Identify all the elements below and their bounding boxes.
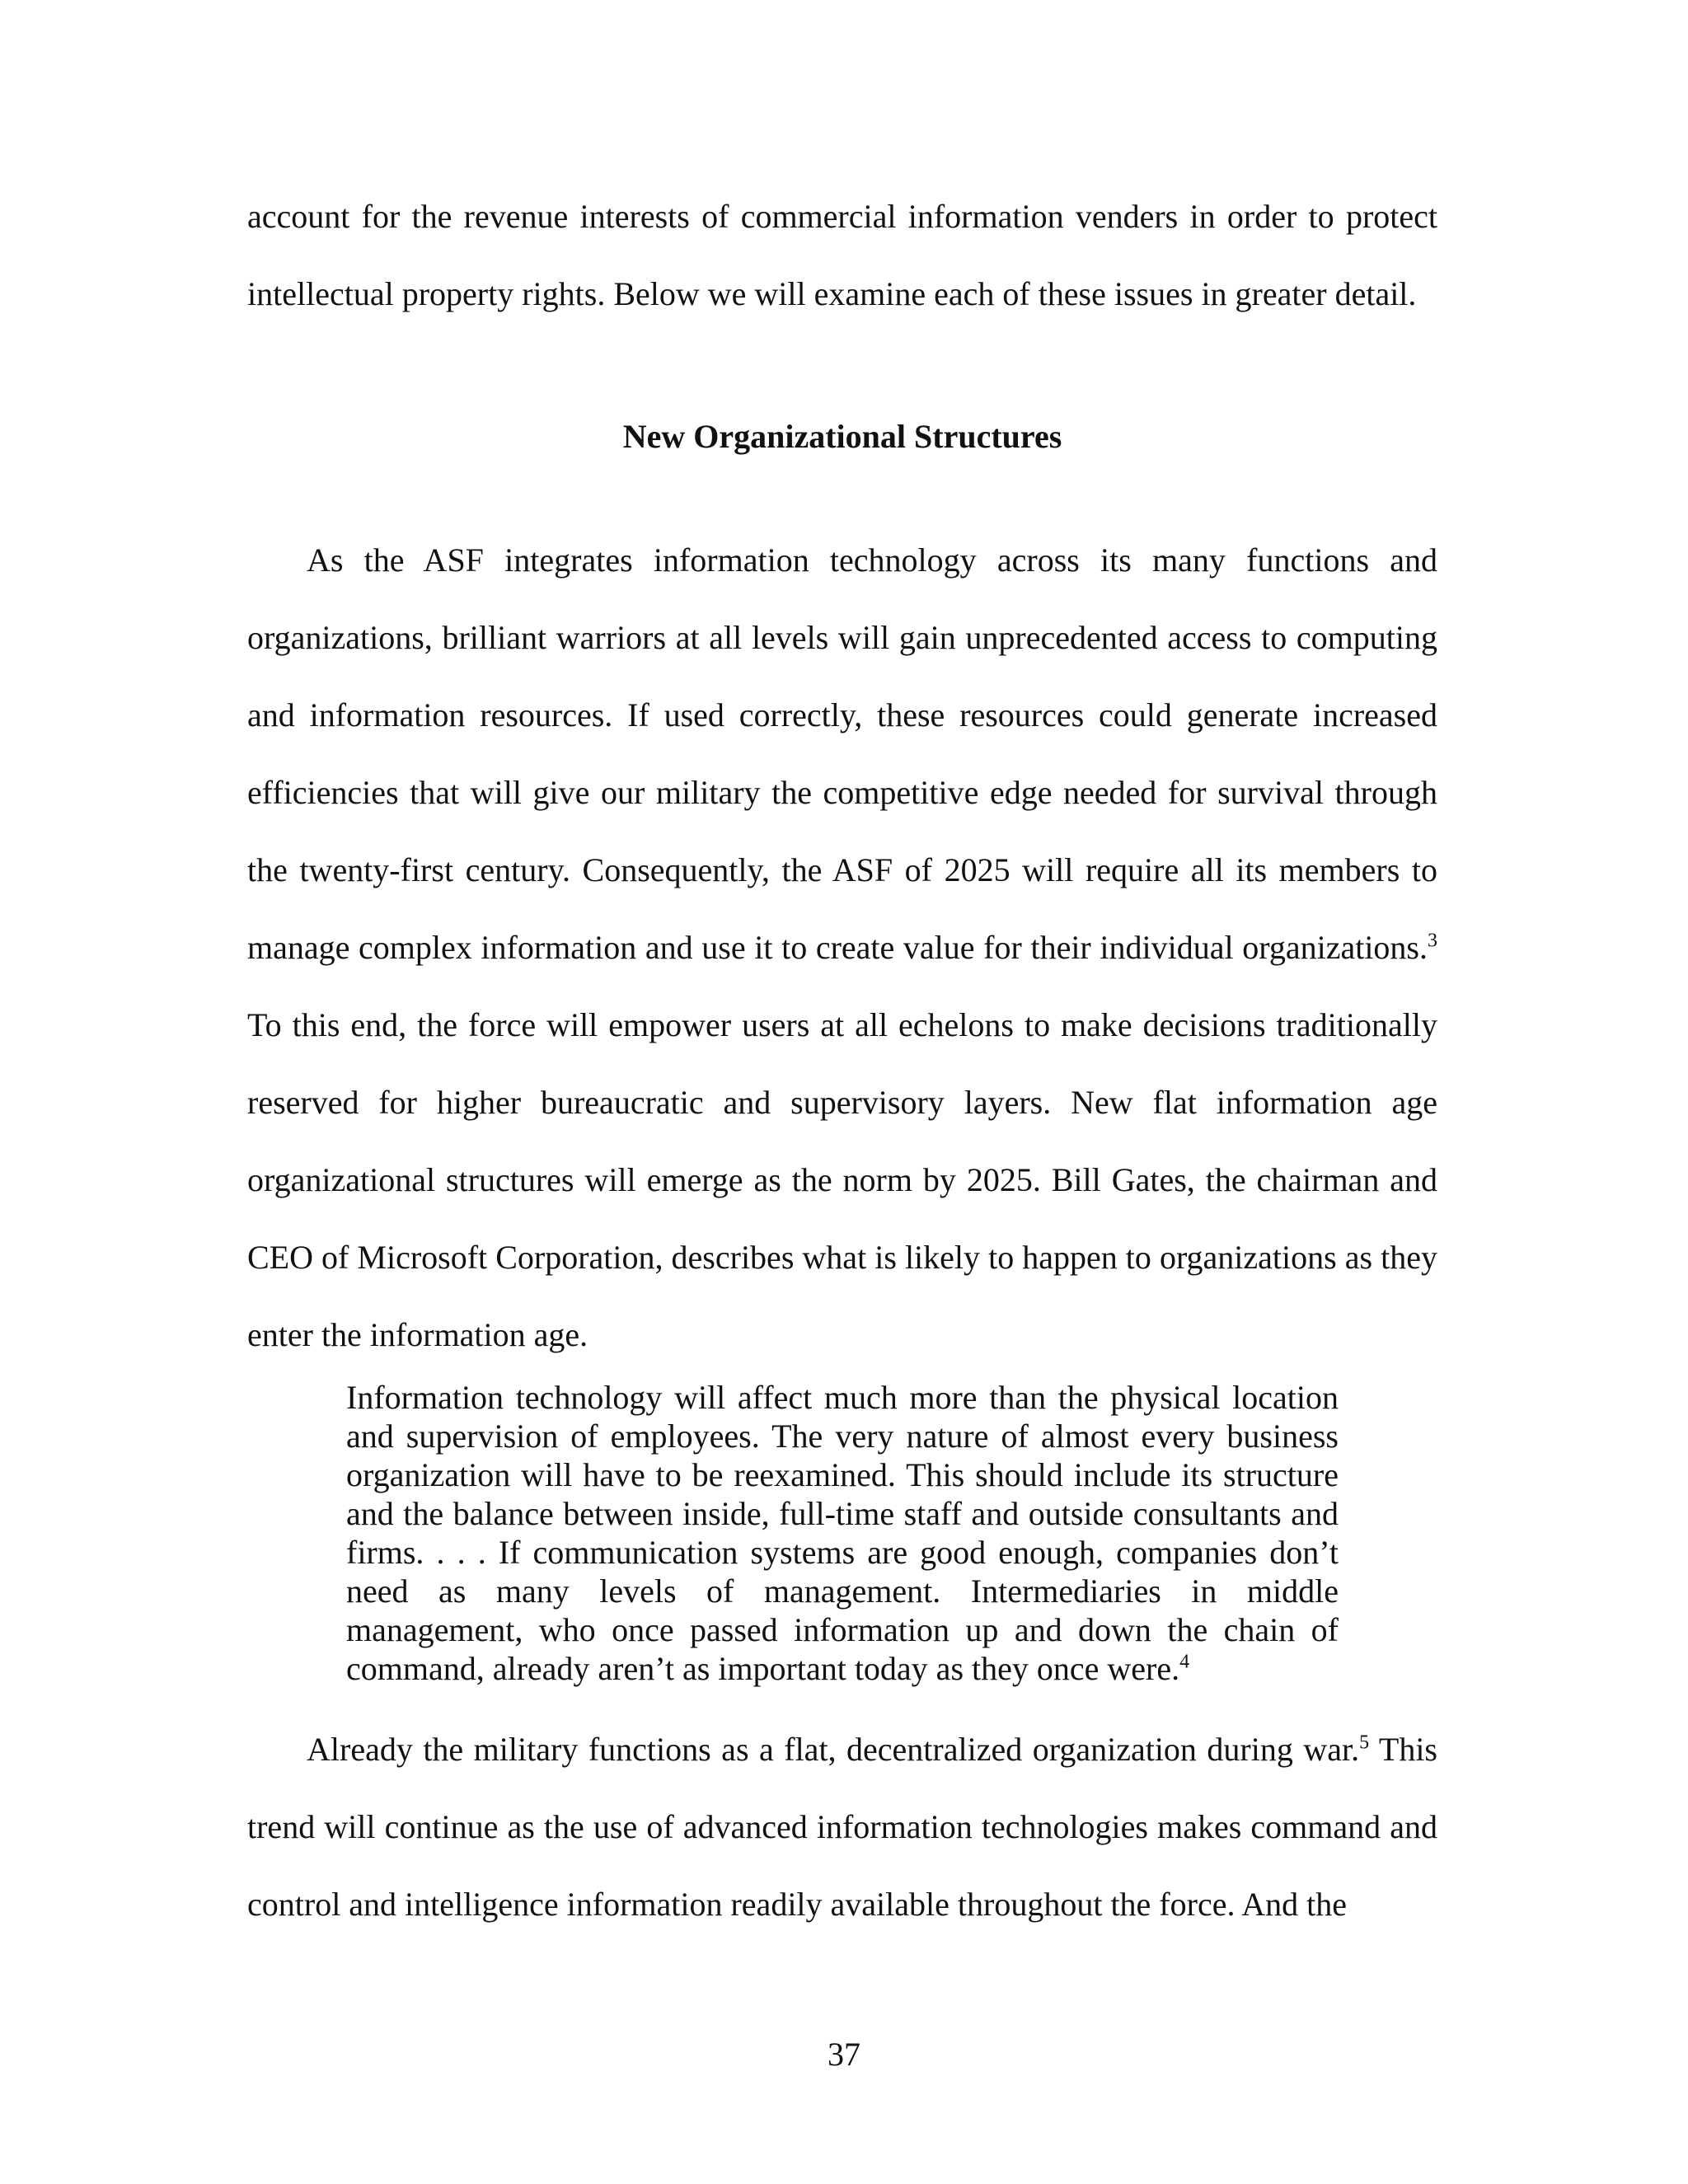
paragraph-main-text: As the ASF integrates information technology across its many functions and organizations, brilliant warriors at all levels will gain unprecedented access to computing and information resources. If used correctly, these resources could generate increased efficiencies that will give our military the competitive edge needed for survival through the twenty-first century. Consequently, the ASF of 2025 will require all its members to manage complex information and use it to create value for their individual organizations. [247,541,1437,966]
footnote-ref-5[interactable]: 5 [1359,1732,1370,1754]
paragraph-main [247,522,1437,1374]
page-number: 37 [828,2036,860,2073]
footnote-ref-3[interactable]: 3 [1428,930,1437,952]
paragraph-tail-rest: This trend will continue as the use of advanced information technologies makes command and control and intelligence information readily available throughout the force. And the [247,1731,1437,1923]
block-quote [346,1378,1339,1688]
block-quote-text: Information technology will affect much more than the physical location and supervision of employees. The very nature of almost every business organization will have to be reexamined. This should include its structure and the balance between inside, full-time staff and outside consultants and firms. . . . If communication systems are good enough, companies don’t need as many levels of management. Intermediaries in middle management, who once passed information up and down the chain of command, already aren’t as important today as they once were. [346,1379,1339,1687]
paragraph-tail-start: Already the military functions as a flat, decentralized organization during war. [307,1731,1360,1768]
footnote-ref-4[interactable]: 4 [1179,1651,1190,1673]
paragraph-tail [247,1711,1437,1943]
paragraph-intro-text: account for the revenue interests of commercial information venders in order to protect intellectual property rights. Below we will examine each of these issues in greater detail. [247,198,1437,312]
paragraph-intro [247,178,1437,333]
section-heading: New Organizational Structures [622,418,1062,455]
paragraph-main-continued: To this end, the force will empower users at all echelons to make decisions traditionally reserved for higher bureaucratic and supervisory layers. New flat information age organizational structures will emerge as the norm by 2025. Bill Gates, the chairman and CEO of Microsoft Corporation, describes what is likely to happen to organizations as they enter the information age. [247,1006,1437,1353]
